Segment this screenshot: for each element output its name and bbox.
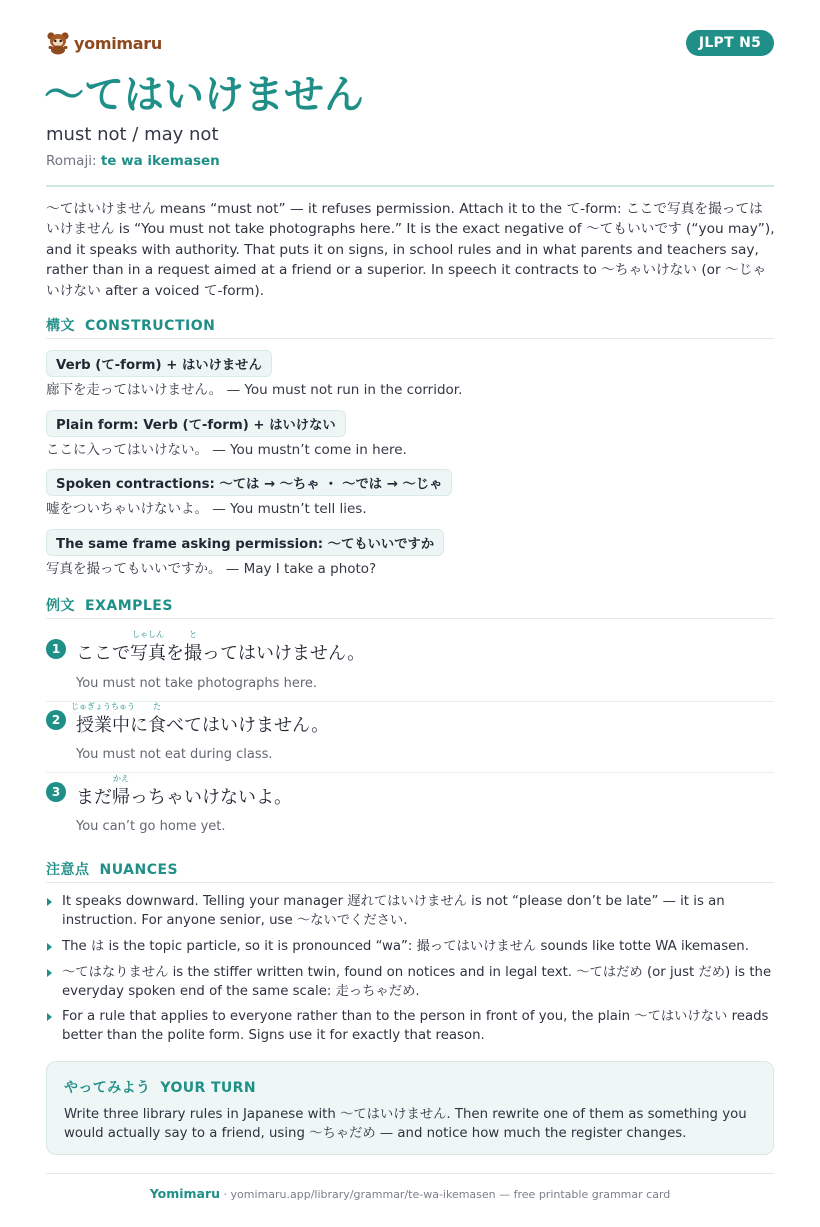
nuance-item — [46, 1007, 776, 1045]
kanji: 食 — [148, 715, 166, 736]
kanji: 写真 — [130, 643, 166, 664]
furigana: と — [189, 630, 197, 639]
pattern-example: 嘘をついちゃいけないよ。 — You mustn’t tell lies. — [46, 501, 367, 517]
romaji-label: Romaji: — [46, 153, 97, 169]
construction-heading-jp: 構文 — [46, 318, 75, 334]
pattern-example: 廊下を走ってはいけません。 — You must not run in the corridor. — [46, 382, 463, 398]
example-sentence — [76, 630, 366, 666]
sentence-text: べてはいけません。 — [166, 715, 330, 736]
pattern-example: 写真を撮ってもいいですか。 — May I take a photo? — [46, 561, 377, 577]
example-item — [46, 774, 774, 838]
pattern-chip: Verb (て-form) + はいけません — [46, 350, 272, 377]
example-translation: You must not take photographs here. — [76, 676, 318, 691]
ruby-word — [71, 702, 135, 738]
furigana: かえ — [113, 774, 129, 783]
sentence-text: ここで — [76, 643, 130, 664]
pattern-example: ここに入ってはいけない。 — You mustn’t come in here. — [46, 442, 407, 458]
bullet-arrow-icon — [47, 898, 52, 906]
romaji-value: te wa ikemasen — [100, 153, 220, 169]
kanji: 授業中 — [76, 715, 130, 736]
example-sentence — [76, 774, 292, 810]
tanuki-mascot-icon — [46, 31, 70, 55]
furigana: た — [153, 702, 161, 711]
sentence-text: っちゃいけないよ。 — [130, 787, 292, 808]
title-divider — [46, 185, 774, 187]
sentence-text: まだ — [76, 787, 112, 808]
bullet-arrow-icon — [47, 969, 52, 977]
furigana: じゅぎょうちゅう — [71, 702, 135, 711]
intro-paragraph: 〜てはいけません means “must not” — it refuses permission. Attach it to the て-form: ここで写真を撮ってはいけません is “You must not take photographs here.” It is the exact negative of 〜てもいいです (“you may”), and it speaks with authority. That puts it on signs, in school rules and in what parents and teachers say, rather than in a request aimed at a friend or a superior. In speech it contracts to 〜ちゃいけない (or 〜じゃいけない after a voiced て-form). — [46, 201, 775, 299]
brand-logo[interactable] — [46, 29, 162, 57]
example-translation: You can’t go home yet. — [76, 819, 226, 834]
page-title: 〜てはいけません — [44, 72, 364, 118]
jlpt-level-badge: JLPT N5 — [686, 30, 774, 56]
your-turn-heading — [64, 1077, 756, 1097]
your-turn-body: Write three library rules in Japanese with 〜てはいけません. Then rewrite one of them as something you would actually say to a friend, using 〜ちゃだめ — and notice how much the register changes. — [64, 1107, 747, 1141]
nuances-heading-en: NUANCES — [99, 862, 179, 878]
nuance-text: For a rule that applies to everyone rather than to the person in front of you, the plain 〜てはいけない reads better than the polite form. Signs use it for exactly that reason. — [62, 1009, 769, 1043]
nuances-heading-jp: 注意点 — [46, 862, 90, 878]
bullet-arrow-icon — [47, 943, 52, 951]
nuance-item — [46, 963, 776, 1001]
examples-heading — [46, 595, 774, 619]
meaning-subtitle: must not / may not — [46, 124, 219, 145]
nuance-text: The は is the topic particle, so it is pronounced “wa”: 撮ってはいけません sounds like totte WA ikemasen. — [62, 939, 749, 954]
nuance-item — [46, 892, 776, 930]
ruby-word — [148, 702, 166, 738]
example-number: 3 — [46, 782, 66, 802]
kanji: 撮 — [184, 643, 202, 664]
footer-divider — [46, 1173, 774, 1174]
ruby-word — [184, 630, 202, 666]
ruby-word — [130, 630, 166, 666]
example-number: 2 — [46, 710, 66, 730]
example-number: 1 — [46, 639, 66, 659]
construction-heading-en: CONSTRUCTION — [85, 318, 216, 334]
furigana: しゃしん — [132, 630, 164, 639]
brand-name: yomimaru — [74, 33, 162, 53]
your-turn-heading-jp: やってみよう — [64, 1080, 151, 1096]
examples-heading-en: EXAMPLES — [85, 598, 173, 614]
footer-text: · yomimaru.app/library/grammar/te-wa-ikemasen — free printable grammar card — [220, 1188, 671, 1201]
your-turn-heading-en: YOUR TURN — [160, 1080, 256, 1096]
your-turn-box — [46, 1061, 774, 1155]
ruby-word — [112, 774, 130, 810]
nuance-item — [46, 937, 776, 956]
romaji-line — [46, 152, 220, 170]
pattern-chip: Spoken contractions: 〜ては → 〜ちゃ ・ 〜では → 〜じゃ — [46, 469, 452, 496]
sentence-text: を — [166, 643, 184, 664]
footer-brand-link[interactable]: Yomimaru — [149, 1186, 221, 1201]
example-sentence — [71, 702, 330, 738]
example-item — [46, 702, 774, 780]
kanji: 帰 — [112, 787, 130, 808]
sentence-text: に — [130, 715, 148, 736]
nuance-text: 〜てはなりません is the stiffer written twin, found on notices and in legal text. 〜てはだめ (or just だめ) is the everyday spoken end of the same scale: 走っちゃだめ. — [62, 965, 772, 999]
pattern-chip: The same frame asking permission: 〜てもいいですか — [46, 529, 444, 556]
nuance-text: It speaks downward. Telling your manager 遅れてはいけません is not “please don’t be late” — it is an instruction. For anyone senior, use 〜ないでください. — [62, 894, 725, 928]
example-item — [46, 630, 774, 709]
sentence-text: ってはいけません。 — [202, 643, 366, 664]
nuances-heading — [46, 859, 774, 883]
example-divider — [46, 772, 774, 773]
bullet-arrow-icon — [47, 1013, 52, 1021]
pattern-chip: Plain form: Verb (て-form) + はいけない — [46, 410, 346, 437]
construction-heading — [46, 315, 774, 339]
examples-heading-jp: 例文 — [46, 598, 75, 614]
example-translation: You must not eat during class. — [76, 747, 273, 762]
footer — [0, 1186, 820, 1201]
